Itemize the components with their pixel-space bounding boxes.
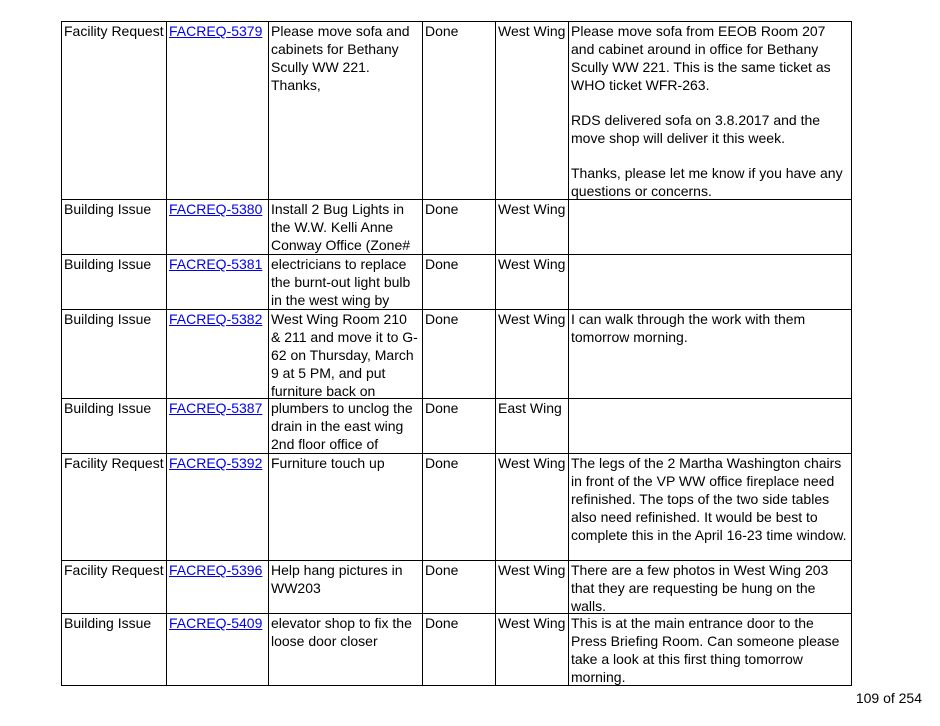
table-row <box>62 200 852 255</box>
summary-text: electricians to replace the burnt-out light bulb in the west wing by <box>271 256 411 308</box>
ticket-cell <box>167 614 269 686</box>
location-cell: West Wing <box>496 22 569 200</box>
category-cell: Building Issue <box>62 200 167 255</box>
table-row <box>62 310 852 399</box>
category-cell: Facility Request <box>62 454 167 561</box>
table-row <box>62 614 852 686</box>
category-cell: Building Issue <box>62 310 167 399</box>
ticket-link[interactable]: FACREQ-5380 <box>169 201 263 217</box>
note-paragraph: Thanks, please let me know if you have any questions or concerns. <box>571 165 843 199</box>
notes-cell <box>569 255 852 310</box>
ticket-cell <box>167 255 269 310</box>
location-cell: West Wing <box>496 454 569 561</box>
ticket-link[interactable]: FACREQ-5387 <box>169 400 263 416</box>
summary-cell <box>269 255 423 310</box>
notes-cell <box>569 22 852 200</box>
notes-cell <box>569 200 852 255</box>
status-cell: Done <box>423 399 496 454</box>
location-cell: West Wing <box>496 561 569 614</box>
ticket-cell <box>167 310 269 399</box>
ticket-cell <box>167 399 269 454</box>
summary-text: Install 2 Bug Lights in the W.W. Kelli Anne Conway Office (Zone# <box>271 201 411 253</box>
status-cell: Done <box>423 200 496 255</box>
summary-text: Furniture touch up <box>271 455 385 471</box>
notes-cell <box>569 310 852 399</box>
ticket-cell <box>167 200 269 255</box>
status-cell: Done <box>423 614 496 686</box>
ticket-cell <box>167 22 269 200</box>
summary-cell <box>269 22 423 200</box>
notes-cell <box>569 399 852 454</box>
ticket-link[interactable]: FACREQ-5382 <box>169 311 263 327</box>
ticket-link[interactable]: FACREQ-5409 <box>169 615 263 631</box>
summary-cell <box>269 454 423 561</box>
category-cell: Building Issue <box>62 614 167 686</box>
location-cell: West Wing <box>496 614 569 686</box>
summary-cell <box>269 614 423 686</box>
table-row <box>62 399 852 454</box>
status-cell: Done <box>423 454 496 561</box>
note-paragraph: This is at the main entrance door to the Press Briefing Room. Can someone please take a look at this first thing tomorrow morning. <box>571 615 840 685</box>
summary-text: elevator shop to fix the loose door closer <box>271 615 412 649</box>
note-paragraph: There are a few photos in West Wing 203 that they are requesting be hung on the walls. <box>571 562 829 614</box>
category-cell: Facility Request <box>62 561 167 614</box>
status-cell: Done <box>423 561 496 614</box>
page-number: 109 of 254 <box>855 690 922 706</box>
category-cell: Facility Request <box>62 22 167 200</box>
location-cell: West Wing <box>496 255 569 310</box>
summary-text: Please move sofa and cabinets for Bethany Scully WW 221. Thanks, <box>271 23 410 93</box>
status-cell: Done <box>423 22 496 200</box>
note-paragraph: Please move sofa from EEOB Room 207 and cabinet around in office for Bethany Scully WW 221. This is the same ticket as WHO ticket WFR-263. <box>571 23 831 93</box>
facility-request-table <box>61 21 852 686</box>
ticket-link[interactable]: FACREQ-5392 <box>169 455 263 471</box>
note-paragraph: The legs of the 2 Martha Washington chairs in front of the VP WW office fireplace need refinished. The tops of the two side tables also need refinished. It would be best to complete this in the April 16-23 time window. <box>571 455 847 543</box>
ticket-cell <box>167 454 269 561</box>
summary-cell <box>269 310 423 399</box>
notes-cell <box>569 561 852 614</box>
ticket-cell <box>167 561 269 614</box>
note-paragraph: RDS delivered sofa on 3.8.2017 and the move shop will deliver it this week. <box>571 112 821 146</box>
notes-cell <box>569 454 852 561</box>
table-row <box>62 454 852 561</box>
status-cell: Done <box>423 255 496 310</box>
summary-cell <box>269 399 423 454</box>
status-cell: Done <box>423 310 496 399</box>
summary-text: West Wing Room 210 & 211 and move it to G-62 on Thursday, March 9 at 5 PM, and put furniture back on <box>271 311 418 399</box>
summary-text: plumbers to unclog the drain in the east wing 2nd floor office of <box>271 400 413 452</box>
ticket-link[interactable]: FACREQ-5381 <box>169 256 263 272</box>
table-row <box>62 22 852 200</box>
ticket-link[interactable]: FACREQ-5379 <box>169 23 263 39</box>
notes-cell <box>569 614 852 686</box>
summary-cell <box>269 561 423 614</box>
summary-text: Help hang pictures in WW203 <box>271 562 403 596</box>
location-cell: East Wing <box>496 399 569 454</box>
table-body <box>62 22 852 686</box>
location-cell: West Wing <box>496 200 569 255</box>
table-row <box>62 255 852 310</box>
ticket-link[interactable]: FACREQ-5396 <box>169 562 263 578</box>
summary-cell <box>269 200 423 255</box>
location-cell: West Wing <box>496 310 569 399</box>
category-cell: Building Issue <box>62 255 167 310</box>
table-row <box>62 561 852 614</box>
category-cell: Building Issue <box>62 399 167 454</box>
note-paragraph: I can walk through the work with them tomorrow morning. <box>571 311 806 345</box>
